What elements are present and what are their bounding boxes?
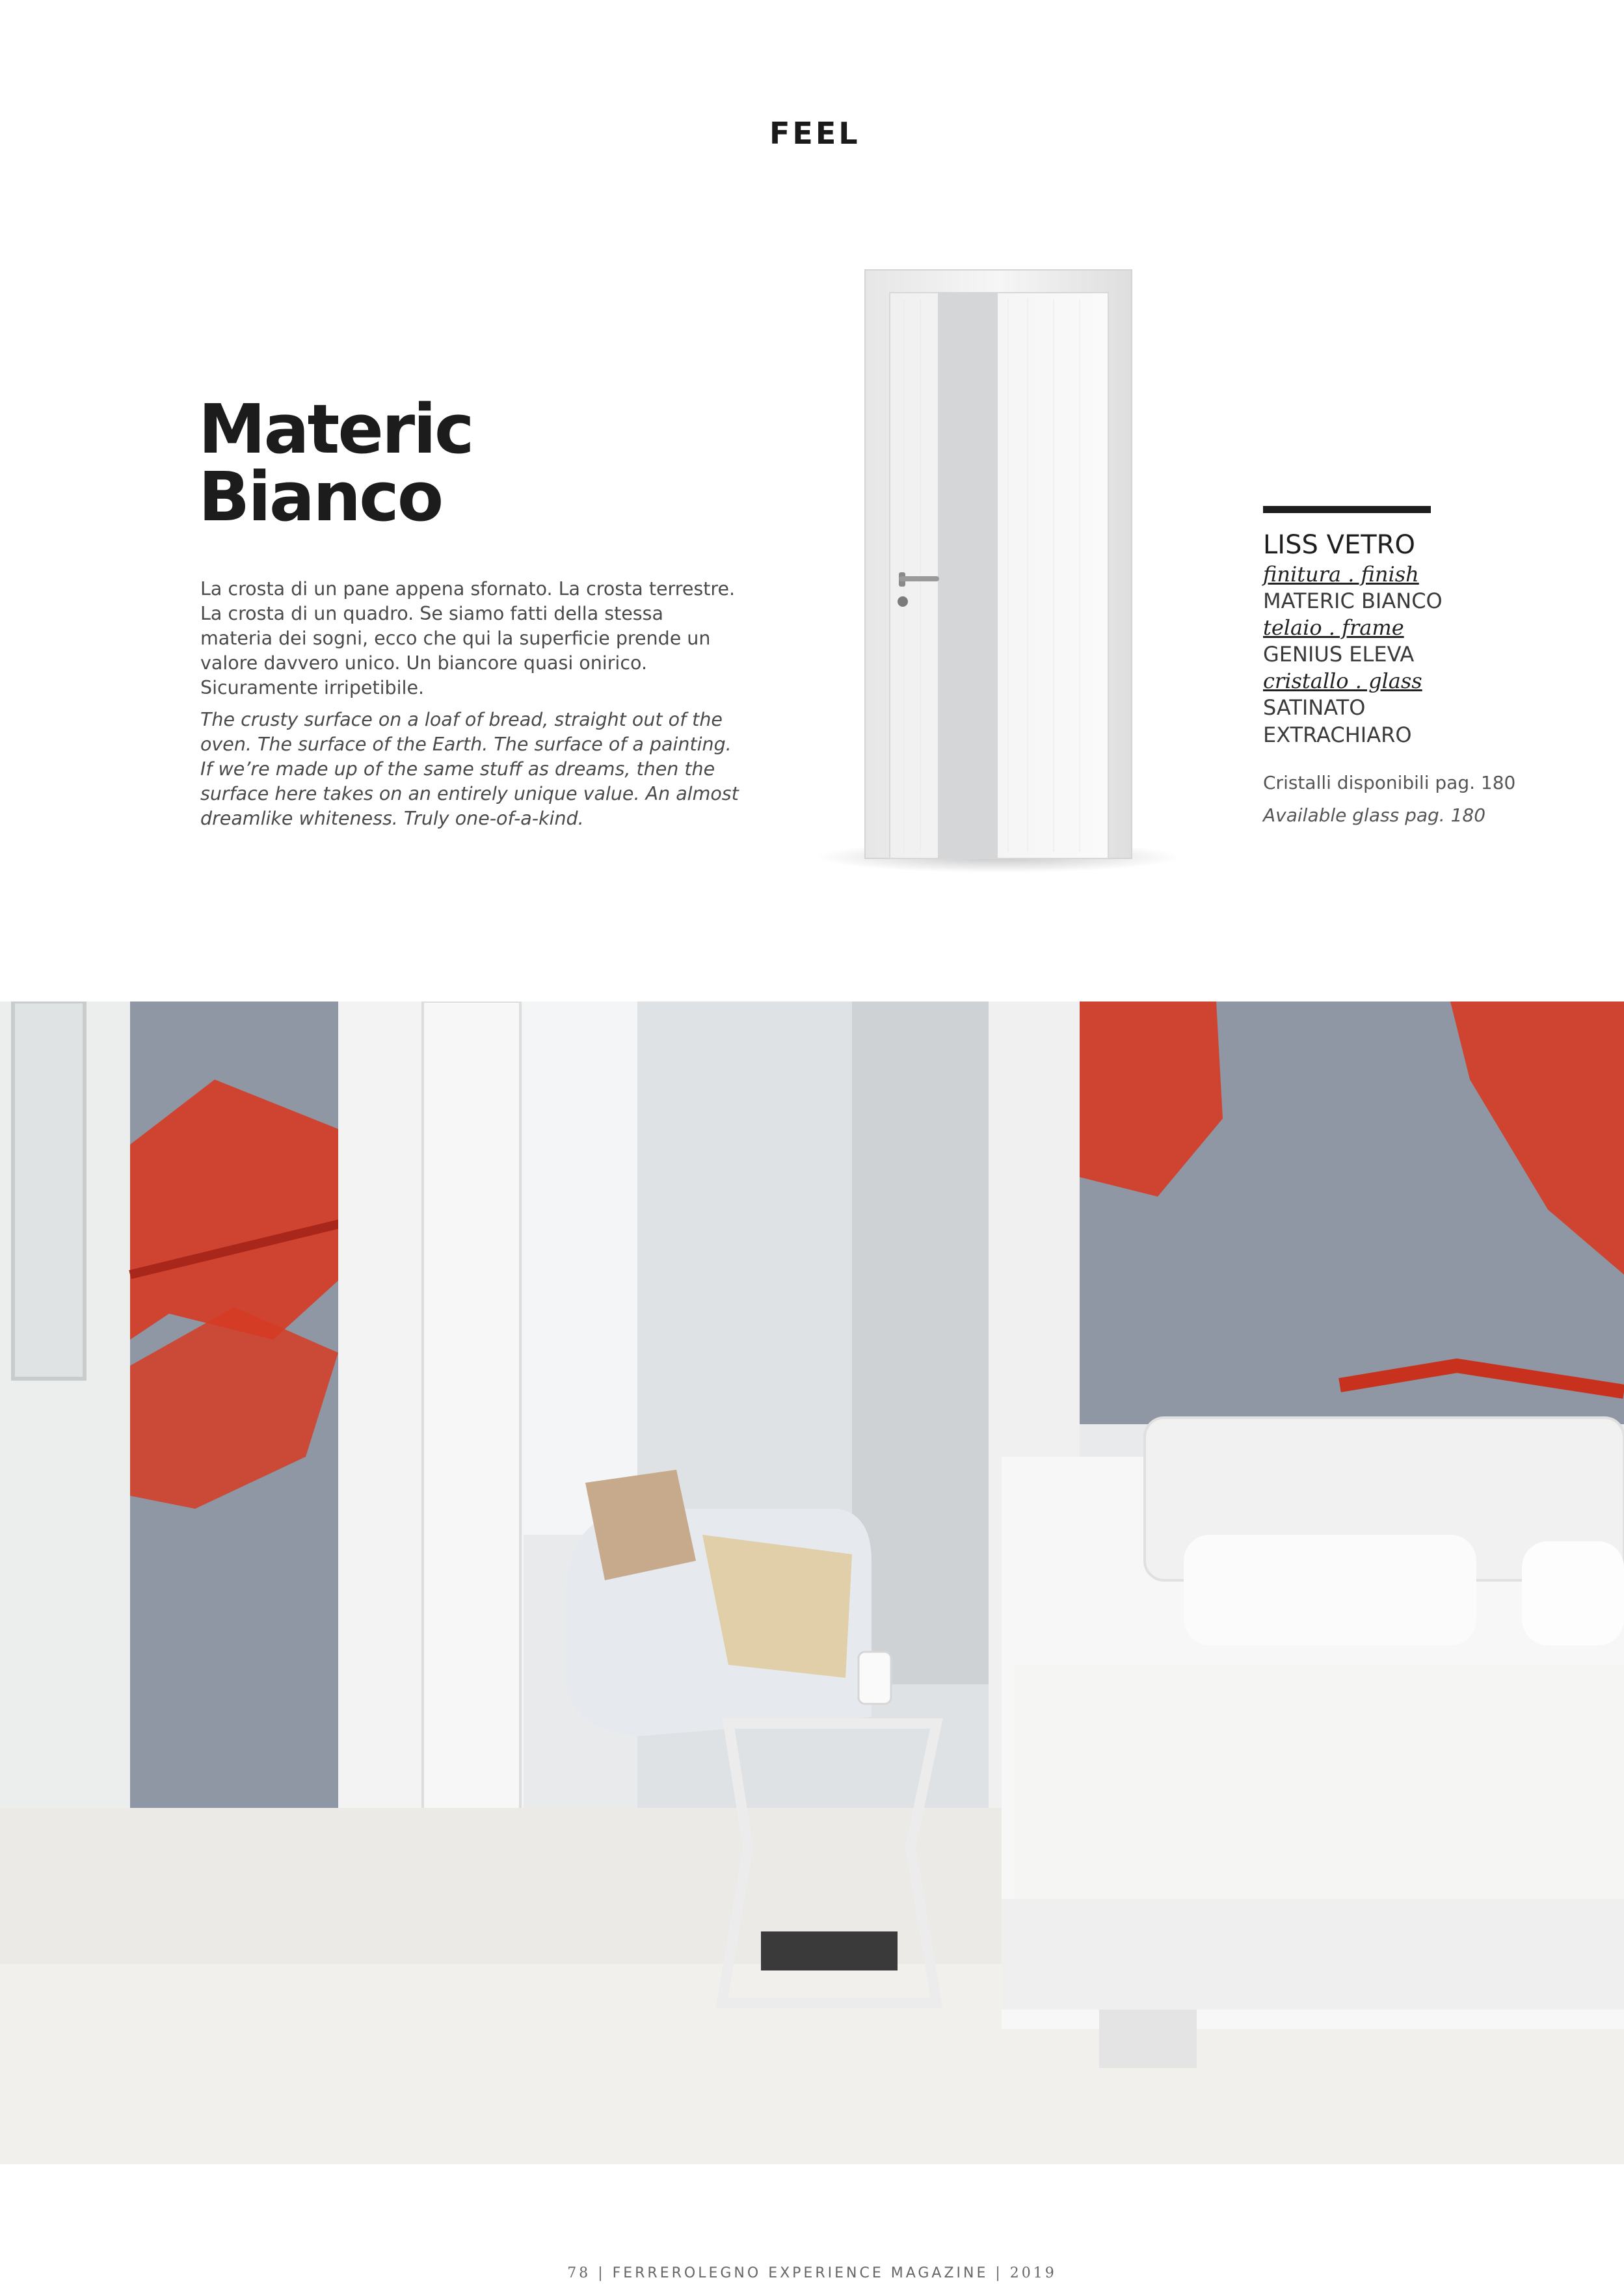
spec-frame-value: GENIUS ELEVA: [1263, 642, 1415, 667]
spec-frame-label: telaio . frame: [1263, 615, 1404, 640]
footer-separator-1: |: [598, 2265, 613, 2281]
spec-glass-value-2: EXTRACHIARO: [1263, 723, 1412, 747]
interior-photo: [0, 1002, 1624, 2164]
spec-glass-value-1: SATINATO: [1263, 695, 1366, 720]
title-line-1: Materic: [198, 390, 473, 469]
title-line-2: Bianco: [198, 457, 442, 537]
footer-separator-2: |: [995, 2265, 1010, 2281]
spec-divider: [1263, 506, 1431, 513]
description-italian: La crosta di un pane appena sfornato. La crosta terrestre. La crosta di un quadro. Se siamo fatti della stessa materia dei sogni, ecco che qui la superficie prende un valore davvero unico. Un biancore quasi onirico. Sicuramente irripetibile.: [200, 578, 736, 698]
spec-panel: [1263, 506, 1536, 832]
page-title: [198, 390, 473, 537]
door-product-image: [813, 260, 1190, 897]
page-number: 78: [567, 2265, 591, 2281]
spec-finish-label: finitura . finish: [1263, 562, 1419, 587]
spec-finish-value: MATERIC BIANCO: [1263, 589, 1443, 613]
magazine-name: FERREROLEGNO EXPERIENCE MAGAZINE: [612, 2265, 989, 2281]
page-footer: [0, 2265, 1624, 2281]
spec-note-english: Available glass pag. 180: [1263, 804, 1486, 826]
description-english: The crusty surface on a loaf of bread, straight out of the oven. The surface of the Earth. The surface of a painting. If we’re made up of the same stuff as dreams, then the surface here takes on an entirely unique value. An almost dreamlike whiteness. Truly one-of-a-kind.: [200, 709, 739, 829]
spec-note-italian: Cristalli disponibili pag. 180: [1263, 772, 1516, 793]
spec-model: LISS VETRO: [1263, 530, 1415, 560]
magazine-logo: FEEL: [769, 116, 860, 151]
spec-glass-label: cristallo . glass: [1263, 669, 1422, 693]
issue-year: 2019: [1009, 2265, 1057, 2281]
